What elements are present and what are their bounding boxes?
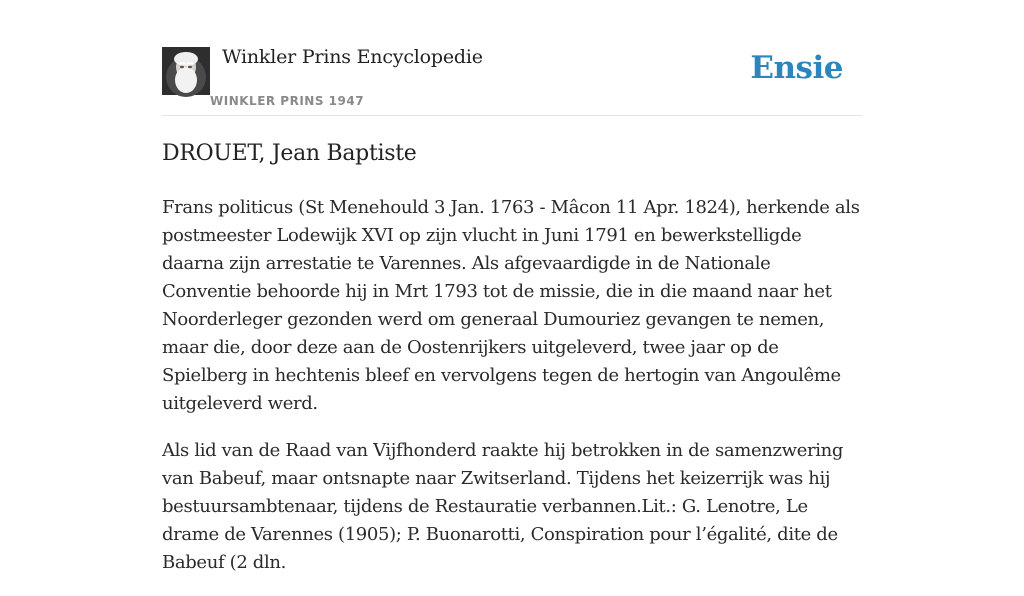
site-title[interactable]: Winkler Prins Encyclopedie <box>222 46 483 68</box>
site-header <box>162 0 862 116</box>
brand-logo[interactable]: Ensie <box>750 50 843 86</box>
bearded-man-portrait-icon <box>162 47 210 95</box>
article <box>162 138 862 596</box>
article-title: DROUET, Jean Baptiste <box>162 141 417 166</box>
author-avatar-icon[interactable] <box>162 47 210 95</box>
article-paragraph: Als lid van de Raad van Vijfhonderd raakte hij betrokken in de samenzwering van Babeuf, maar ontsnapte naar Zwitserland. Tijdens het keizerrijk was hij bestuursambtenaar, tijdens de Restauratie verbannen.Lit.: G. Lenotre, Le drame de Varennes (1905); P. Buonarotti, Conspiration pour l’égalité, dite de Babeuf (2 dln. <box>162 440 844 573</box>
site-subtitle[interactable]: WINKLER PRINS 1947 <box>210 94 365 108</box>
article-paragraph: Frans politicus (St Menehould 3 Jan. 1763 - Mâcon 11 Apr. 1824), herkende als postmeester Lodewijk XVI op zijn vlucht in Juni 1791 en bewerkstelligde daarna zijn arrestatie te Varennes. Als afgevaardigde in de Nationale Conventie behoorde hij in Mrt 1793 tot de missie, die in die maand naar het Noorderleger gezonden werd om generaal Dumouriez gevangen te nemen, maar die, door deze aan de Oostenrijkers uitgeleverd, twee jaar op de Spielberg in hechtenis bleef en vervolgens tegen de hertogin van Angoulême uitgeleverd werd. <box>162 197 860 414</box>
